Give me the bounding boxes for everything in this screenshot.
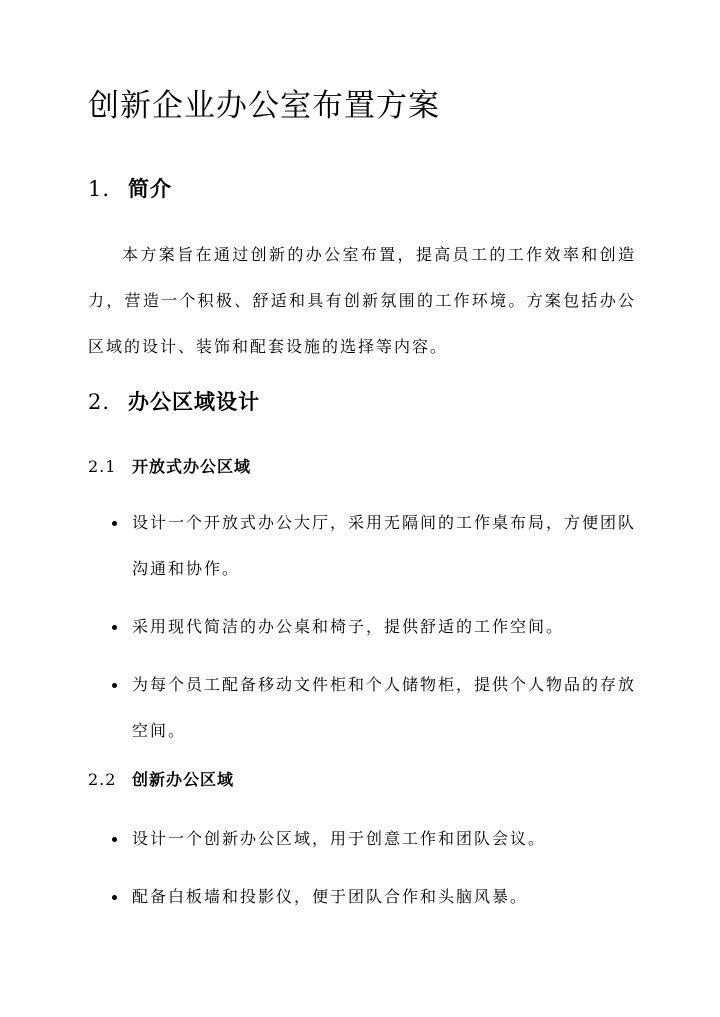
list-item-text: 设计一个创新办公区域，用于创意工作和团队会议。 <box>132 829 547 848</box>
section-heading-office-design <box>88 387 260 417</box>
section-number: 2. <box>88 390 111 414</box>
document-title: 创新企业办公室布置方案 <box>88 88 440 124</box>
list-item <box>88 662 636 754</box>
bullet-icon <box>112 625 117 630</box>
bullet-icon <box>112 683 117 688</box>
bullet-icon <box>112 837 117 842</box>
list-item <box>88 816 636 862</box>
subsection-number: 2.2 <box>88 770 117 789</box>
subsection-heading-open-office <box>88 455 251 479</box>
subsection-heading-innovation-office <box>88 768 234 792</box>
subsection-title: 创新办公区域 <box>132 770 235 789</box>
open-office-bullet-list <box>88 500 636 754</box>
list-item <box>88 874 636 920</box>
list-item-text: 采用现代简洁的办公桌和椅子，提供舒适的工作空间。 <box>132 617 565 636</box>
list-item <box>88 604 636 650</box>
subsection-number: 2.1 <box>88 457 117 476</box>
bullet-icon <box>112 521 117 526</box>
section-title: 简介 <box>128 176 172 201</box>
section-title: 办公区域设计 <box>128 389 260 414</box>
bullet-icon <box>112 895 117 900</box>
intro-paragraph: 本方案旨在通过创新的办公室布置，提高员工的工作效率和创造力，营造一个积极、舒适和具有创新氛围的工作环境。方案包括办公区域的设计、装饰和配套设施的选择等内容。 <box>88 245 636 356</box>
list-item-text: 设计一个开放式办公大厅，采用无隔间的工作桌布局，方便团队沟通和协作。 <box>132 513 637 578</box>
list-item <box>88 500 636 592</box>
list-item-text: 为每个员工配备移动文件柜和个人储物柜，提供个人物品的存放空间。 <box>132 675 637 740</box>
section-heading-intro <box>88 174 172 204</box>
list-item-text: 配备白板墙和投影仪，便于团队合作和头脑风暴。 <box>132 887 529 906</box>
section-number: 1. <box>88 177 111 201</box>
innovation-office-bullet-list <box>88 816 636 920</box>
subsection-title: 开放式办公区域 <box>132 457 252 476</box>
